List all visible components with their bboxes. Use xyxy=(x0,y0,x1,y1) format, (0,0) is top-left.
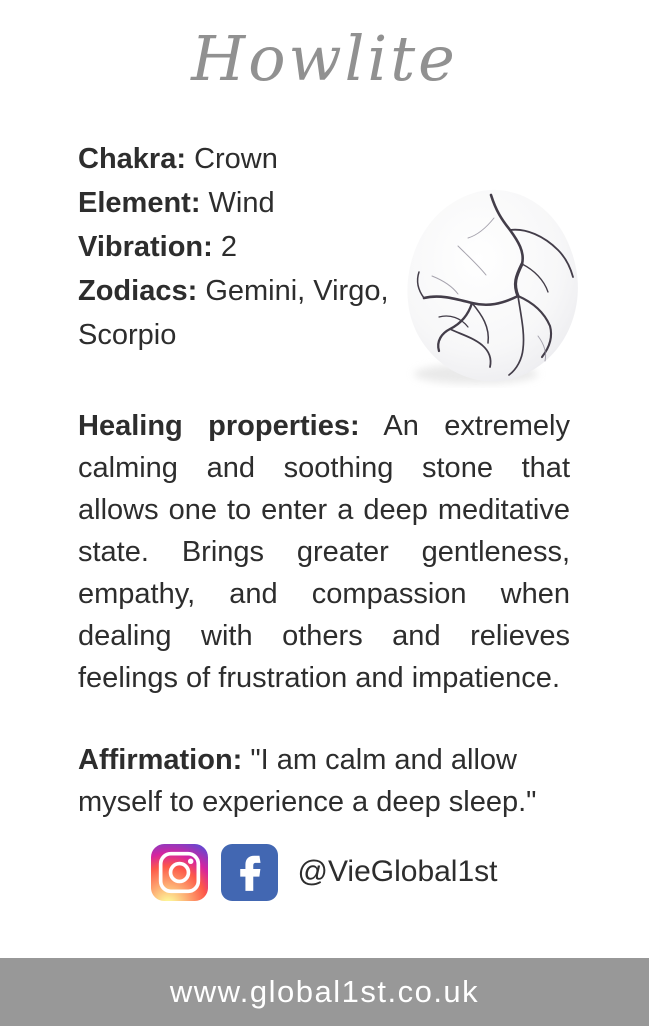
footer-bar xyxy=(0,958,649,1026)
affirmation-label: Affirmation: xyxy=(78,744,243,776)
property-row-chakra xyxy=(78,137,413,181)
property-value: Wind xyxy=(208,187,275,219)
crystal-info-card xyxy=(0,22,649,1026)
instagram-icon[interactable] xyxy=(151,844,208,901)
property-label: Vibration: xyxy=(78,231,213,263)
property-row-vibration xyxy=(78,225,413,269)
stone-image xyxy=(398,186,592,388)
property-label: Zodiacs: xyxy=(78,275,198,307)
affirmation-paragraph xyxy=(78,739,570,823)
facebook-icon[interactable] xyxy=(221,844,278,901)
property-row-element xyxy=(78,181,413,225)
property-value: Crown xyxy=(194,143,278,175)
properties-list xyxy=(78,137,413,357)
property-value: 2 xyxy=(220,231,238,263)
affirmation-text: "I am calm and allow myself to experience a deep sleep." xyxy=(78,744,537,818)
property-label: Element: xyxy=(78,187,201,219)
healing-label: Healing properties: xyxy=(78,410,360,442)
page-title: Howlite xyxy=(191,22,458,95)
social-handle: @VieGlobal1st xyxy=(297,855,498,888)
property-row-zodiacs xyxy=(78,269,413,357)
howlite-stone-illustration xyxy=(398,186,592,388)
property-label: Chakra: xyxy=(78,143,186,175)
footer-url[interactable]: www.global1st.co.uk xyxy=(169,974,480,1009)
social-row xyxy=(0,843,649,901)
healing-paragraph xyxy=(78,405,570,699)
property-value: Gemini, Virgo, Scorpio xyxy=(78,275,389,351)
healing-text: An extremely calming and soothing stone that allows one to enter a deep meditative state. Brings greater gentleness, empathy, and compassion when dealing with others and relieves feelings of frustration and impatience. xyxy=(78,410,570,694)
